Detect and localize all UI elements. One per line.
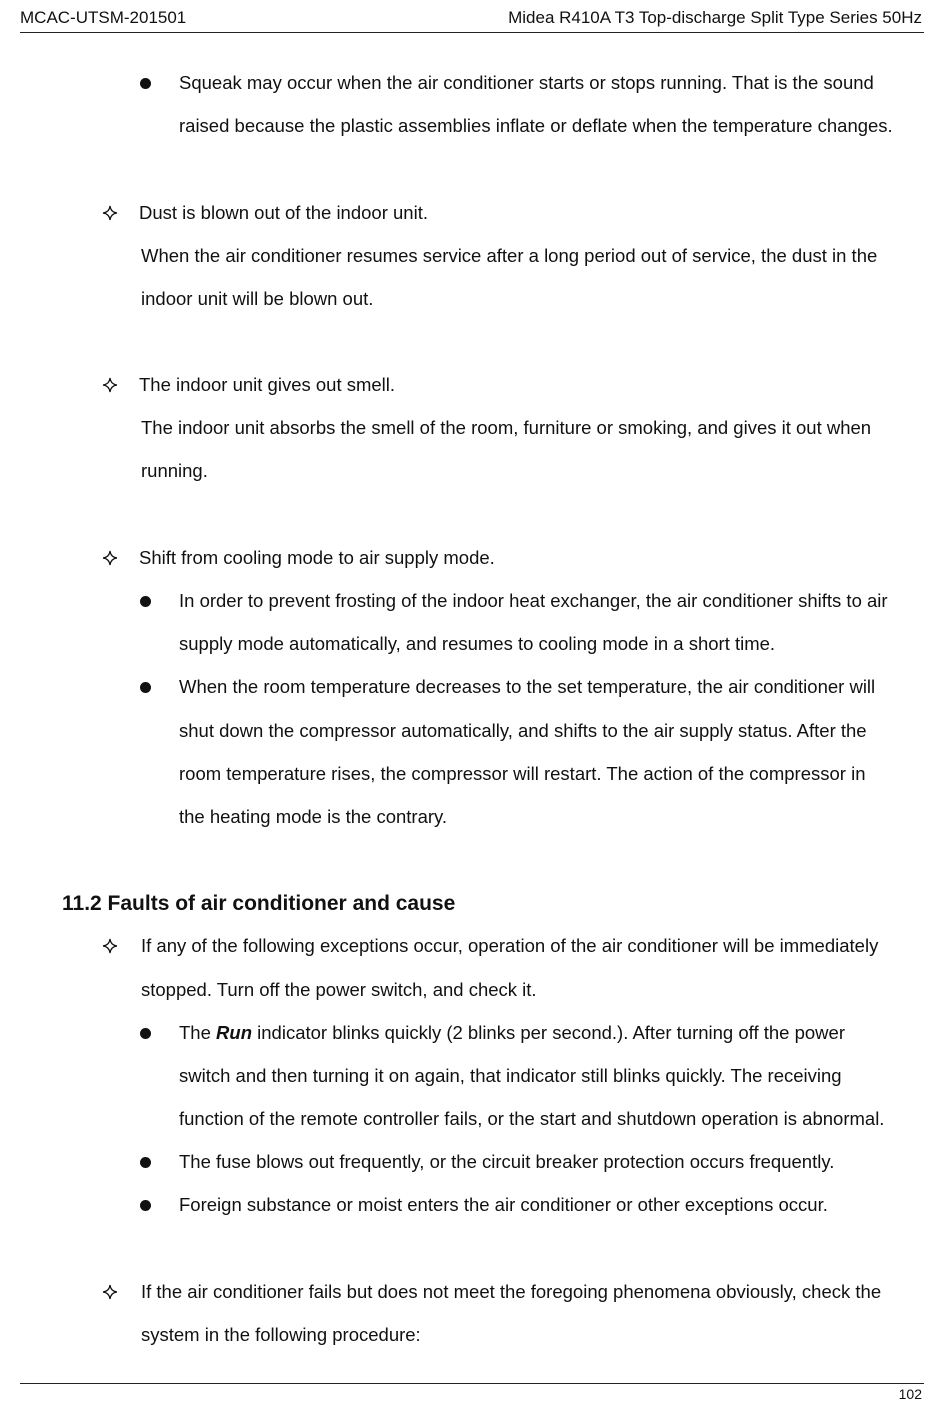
text-line: switch and then turning it on again, that indicator still blinks quickly. The receiving: [179, 1065, 842, 1086]
text-line: indoor unit will be blown out.: [141, 288, 374, 309]
bullet-dot-icon: [140, 1157, 151, 1168]
text-line: raised because the plastic assemblies inflate or deflate when the temperature changes.: [179, 115, 893, 136]
text-line: When the room temperature decreases to the set temperature, the air conditioner will: [179, 676, 876, 697]
text-line: supply mode automatically, and resumes to cooling mode in a short time.: [179, 633, 776, 654]
text-line: stopped. Turn off the power switch, and check it.: [141, 979, 537, 1000]
text-line: When the air conditioner resumes service after a long period out of service, the dust in the: [141, 245, 878, 266]
item-title: Dust is blown out of the indoor unit.: [139, 202, 428, 223]
run-indicator-label: Run: [216, 1022, 252, 1043]
text-run: The: [179, 1022, 217, 1043]
text-line: room temperature rises, the compressor will restart. The action of the compressor in: [179, 763, 866, 784]
text-line: The fuse blows out frequently, or the circuit breaker protection occurs frequently.: [179, 1151, 835, 1172]
text-run: indicator blinks quickly (2 blinks per second.). After turning off the power: [252, 1022, 845, 1043]
text-line: If the air conditioner fails but does not meet the foregoing phenomena obviously, check the: [141, 1281, 882, 1302]
diamond-bullet-icon: [102, 1284, 118, 1300]
document-title: Midea R410A T3 Top-discharge Split Type Series 50Hz: [508, 8, 922, 27]
footer-divider: [20, 1383, 924, 1384]
bullet-dot-icon: [140, 596, 151, 607]
text-line: The indoor unit absorbs the smell of the room, furniture or smoking, and gives it out when: [141, 417, 872, 438]
diamond-bullet-icon: [102, 938, 118, 954]
text-line: the heating mode is the contrary.: [179, 806, 448, 827]
text-line: In order to prevent frosting of the indoor heat exchanger, the air conditioner shifts to air: [179, 590, 888, 611]
text-line: [179, 1022, 845, 1044]
bullet-dot-icon: [140, 1028, 151, 1039]
bullet-dot-icon: [140, 682, 151, 693]
text-line: function of the remote controller fails, or the start and shutdown operation is abnormal.: [179, 1108, 885, 1129]
diamond-bullet-icon: [102, 377, 118, 393]
text-line: running.: [141, 460, 208, 481]
diamond-bullet-icon: [102, 205, 118, 221]
page-header: [20, 6, 924, 33]
text-line: system in the following procedure:: [141, 1324, 421, 1345]
item-title: The indoor unit gives out smell.: [139, 374, 396, 395]
diamond-bullet-icon: [102, 550, 118, 566]
text-line: shut down the compressor automatically, and shifts to the air supply status. After the: [179, 720, 867, 741]
bullet-dot-icon: [140, 78, 151, 89]
text-line: Foreign substance or moist enters the air conditioner or other exceptions occur.: [179, 1194, 828, 1215]
text-line: If any of the following exceptions occur, operation of the air conditioner will be immediately: [141, 935, 879, 956]
item-title: Shift from cooling mode to air supply mode.: [139, 547, 495, 568]
bullet-dot-icon: [140, 1200, 151, 1211]
page-number: 102: [898, 1386, 922, 1402]
document-code: MCAC-UTSM-201501: [20, 8, 187, 27]
section-heading: 11.2 Faults of air conditioner and cause: [62, 892, 456, 915]
text-line: Squeak may occur when the air conditioner starts or stops running. That is the sound: [179, 72, 874, 93]
